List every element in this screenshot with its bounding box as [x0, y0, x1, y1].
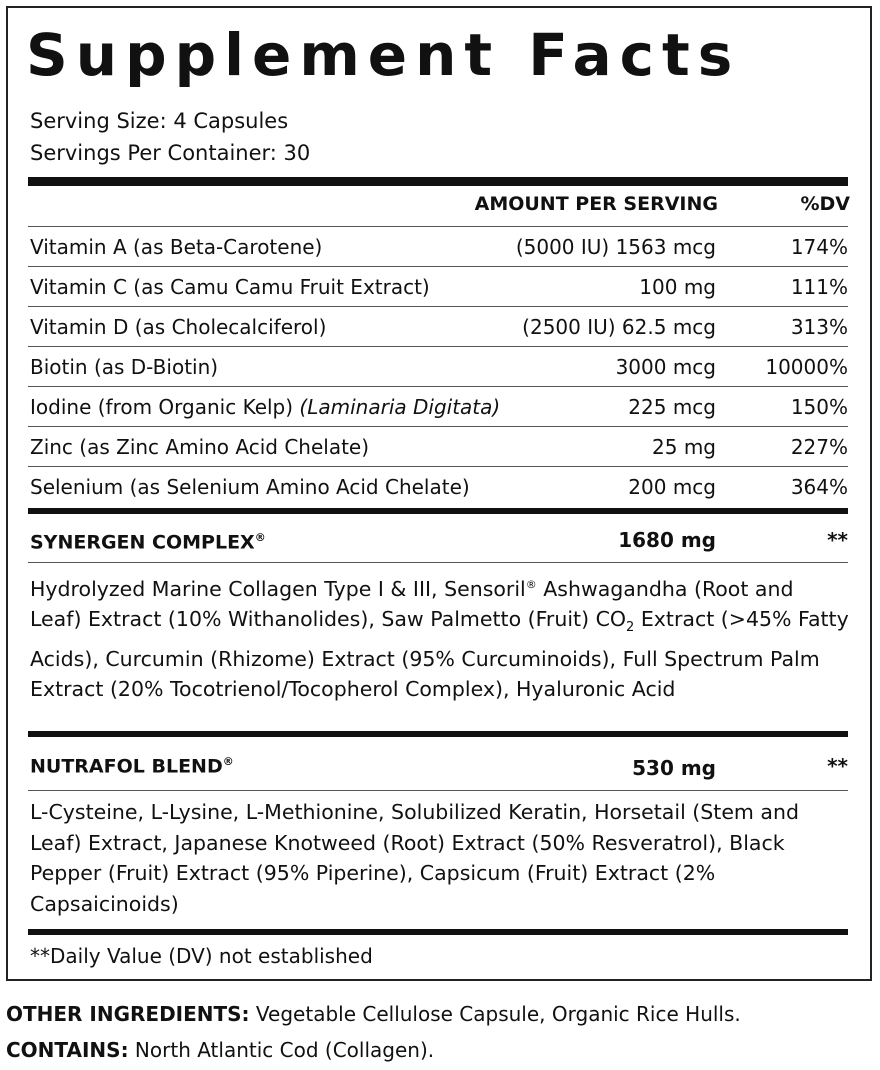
daily-value-footnote: **Daily Value (DV) not established [30, 944, 373, 968]
blend-name [30, 524, 266, 556]
nutrient-amount: 225 mcg [628, 395, 716, 419]
ingredients-text: Ashwagandha (Root and Leaf) Extract (10% Withanolides), Saw Palmetto (Fruit) CO [30, 576, 794, 632]
nutrient-name-main: Iodine (from Organic Kelp) [30, 395, 300, 419]
panel-title: Supplement Facts [26, 21, 741, 89]
nutrient-row [28, 266, 848, 306]
registered-mark: ® [254, 531, 266, 544]
registered-mark: ® [222, 755, 234, 768]
nutrient-name: Vitamin D (as Cholecalciferol) [30, 315, 327, 339]
nutrient-name: Selenium (as Selenium Amino Acid Chelate) [30, 475, 470, 499]
blend-amount: 1680 mg [618, 528, 716, 552]
nutrafol-blend-header [28, 744, 848, 784]
thick-divider [28, 177, 848, 186]
nutrient-amount: (2500 IU) 62.5 mcg [522, 315, 716, 339]
ingredients-text: Extract (>45% Fatty Acids), Curcumin (Rhizome) Extract (95% Curcuminoids), Full Spectrum Palm Extract (20% Tocotrienol/Tocopherol Complex), Hyaluronic Acid [30, 607, 849, 702]
nutrient-row [28, 226, 848, 266]
nutrient-dv: 313% [790, 315, 848, 339]
subscript: 2 [626, 620, 635, 636]
nutrient-row [28, 346, 848, 386]
nutrient-name: Biotin (as D-Biotin) [30, 355, 219, 379]
synergen-ingredients [30, 570, 850, 705]
other-ingredients-label: OTHER INGREDIENTS: [6, 1002, 250, 1026]
nutrient-dv: 111% [790, 275, 848, 299]
nutrient-name-italic: (Laminaria Digitata) [299, 395, 501, 419]
nutrient-amount: 25 mg [652, 435, 716, 459]
contains-statement [6, 1035, 434, 1065]
blend-dv: ** [827, 528, 848, 552]
blend-amount: 530 mg [632, 756, 716, 780]
synergen-complex-header [28, 520, 848, 560]
divider [28, 790, 848, 791]
nutrient-amount: 3000 mcg [615, 355, 716, 379]
nutrient-name: Vitamin C (as Camu Camu Fruit Extract) [30, 275, 430, 299]
servings-per-container: Servings Per Container: 30 [30, 141, 311, 165]
blend-dv: ** [827, 754, 848, 778]
nutrient-row [28, 426, 848, 466]
nutrafol-ingredients: L-Cysteine, L-Lysine, L-Methionine, Solubilized Keratin, Horsetail (Stem and Leaf) Extract, Japanese Knotweed (Root) Extract (50% Resveratrol), Black Pepper (Fruit) Extract (95% Piperine), Capsicum (Fruit) Extract (2% Capsaicinoids) [30, 800, 799, 916]
registered-mark: ® [525, 578, 537, 591]
nutrient-dv: 364% [790, 475, 848, 499]
nutrient-row [28, 306, 848, 346]
nutrient-amount: 200 mcg [628, 475, 716, 499]
serving-size: Serving Size: 4 Capsules [30, 109, 289, 133]
daily-value-header: %DV [800, 193, 850, 215]
ingredients-text: Hydrolyzed Marine Collagen Type I & III, Sensoril [30, 576, 526, 601]
nutrient-dv: 227% [790, 435, 848, 459]
blend-name-text: SYNERGEN COMPLEX [30, 531, 255, 554]
nutrient-amount: (5000 IU) 1563 mcg [515, 235, 716, 259]
contains-label: CONTAINS: [6, 1038, 129, 1062]
nutrient-dv: 10000% [765, 355, 848, 379]
divider [28, 562, 848, 563]
thick-divider [28, 929, 848, 935]
nutrient-row [28, 386, 848, 426]
blend-name [30, 748, 234, 780]
thick-divider [28, 731, 848, 737]
amount-per-serving-header: AMOUNT PER SERVING [474, 193, 718, 215]
thick-divider [28, 508, 848, 514]
nutrient-name [30, 393, 500, 421]
nutrient-name: Zinc (as Zinc Amino Acid Chelate) [30, 435, 370, 459]
nutrient-row [28, 466, 848, 506]
other-ingredients-text: Vegetable Cellulose Capsule, Organic Rice Hulls. [249, 1002, 741, 1026]
nutrient-dv: 150% [790, 395, 848, 419]
blend-name-text: NUTRAFOL BLEND [30, 755, 223, 778]
other-ingredients [6, 999, 741, 1029]
nutrient-name: Vitamin A (as Beta-Carotene) [30, 235, 323, 259]
nutrient-dv: 174% [790, 235, 848, 259]
contains-text: North Atlantic Cod (Collagen). [128, 1038, 435, 1062]
nutrient-amount: 100 mg [639, 275, 716, 299]
